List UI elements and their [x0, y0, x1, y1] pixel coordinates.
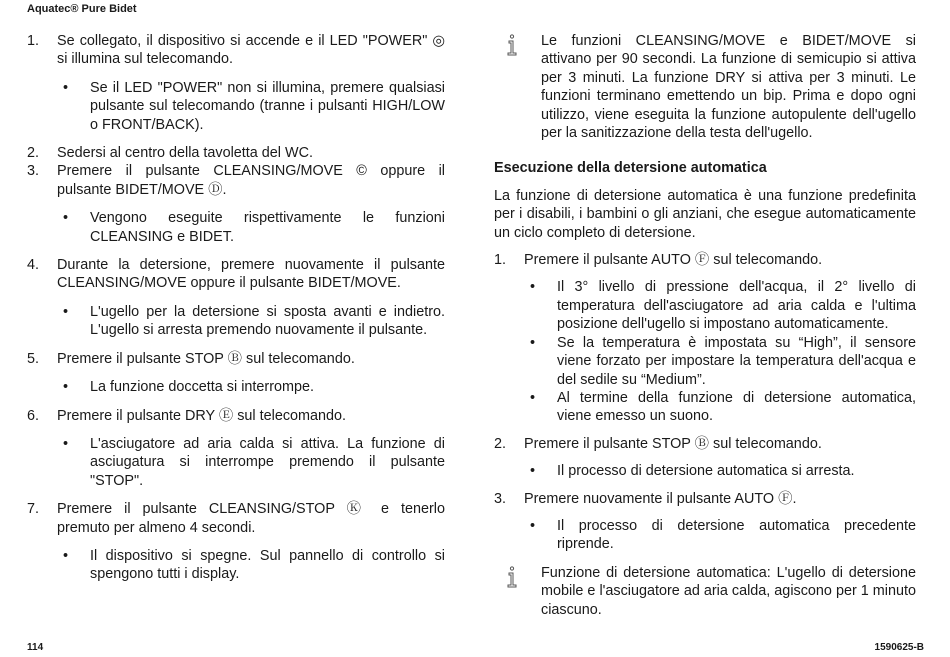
bullet-item: [27, 547, 445, 584]
auto-step-1: [494, 251, 916, 269]
step-text: Premere il pulsante STOP Ⓑ sul telecomando.: [524, 435, 822, 452]
right-column: [494, 32, 916, 619]
step-number: 1.: [27, 33, 40, 49]
step-number: 4.: [27, 257, 40, 274]
step-number: 2.: [494, 435, 507, 452]
step-3: [27, 162, 445, 199]
bullet-text: Il processo di detersione automatica si arresta.: [557, 463, 855, 480]
step-text: Premere nuovamente il pulsante AUTO Ⓕ.: [524, 490, 797, 507]
bullet-dot-icon: •: [530, 334, 536, 351]
step-number: 3.: [27, 163, 40, 180]
info-note-bottom: [494, 564, 916, 619]
step-text: Durante la detersione, premere nuovamente il pulsante CLEANSING/MOVE oppure il pulsante BIDET/MOVE.: [57, 257, 445, 292]
bullet-dot-icon: •: [530, 389, 536, 406]
step-number: 5.: [27, 350, 40, 367]
bullet-text: L'asciugatore ad aria calda si attiva. La funzione di asciugatura si interrompe premendo il pulsante "STOP".: [90, 435, 445, 489]
bullet-item: [494, 334, 916, 389]
left-column: [27, 32, 445, 584]
bullet-dot-icon: •: [530, 279, 536, 296]
bullet-dot-icon: •: [63, 547, 69, 564]
bullet-item: [494, 278, 916, 333]
bullet-dot-icon: •: [530, 517, 536, 534]
step-6: [27, 407, 445, 425]
bullet-text: L'ugello per la detersione si sposta avanti e indietro. L'ugello si arresta premendo nuovamente il pulsante.: [90, 303, 445, 339]
step-5: [27, 350, 445, 368]
step-number: 2.: [27, 145, 40, 162]
step-text: Premere il pulsante STOP Ⓑ sul telecomando.: [57, 350, 355, 367]
bullet-text: Il 3° livello di pressione dell'acqua, il 2° livello di temperatura dell'asciugatore ad aria calda e l'ultima posizione dell'ugello si impostano automaticamente.: [557, 279, 916, 333]
section-heading: Esecuzione della detersione automatica: [494, 160, 767, 177]
bullet-dot-icon: •: [63, 79, 69, 96]
bullet-dot-icon: •: [63, 210, 69, 227]
bullet-text: Se il LED "POWER" non si illumina, premere qualsiasi pulsante sul telecomando (tranne i pulsanti HIGH/LOW o FRONT/BACK).: [90, 79, 445, 133]
bullet-item: [494, 462, 916, 480]
step-number: 3.: [494, 490, 507, 507]
step-2: [27, 144, 445, 162]
note-text: Le funzioni CLEANSING/MOVE e BIDET/MOVE si attivano per 90 secondi. La funzione di semicupio si attiva per 3 minuti. La funzione DRY si attiva per 3 minuti. Le funzioni terminano emettendo un bip. Prima e dopo ogni utilizzo, viene eseguita la funzione autopulente dell'ugello per la sanitizzazione della testa dell'ugello.: [541, 33, 916, 142]
info-note-top: [494, 32, 916, 142]
bullet-item: [494, 389, 916, 426]
document-code: 1590625-B: [874, 642, 924, 653]
step-text: Premere il pulsante CLEANSING/STOP Ⓚ e tenerlo premuto per almeno 4 secondi.: [57, 501, 445, 536]
bullet-text: La funzione doccetta si interrompe.: [90, 379, 314, 396]
bullet-text: Al termine della funzione di detersione automatica, viene emesso un suono.: [557, 389, 916, 425]
bullet-item: [494, 517, 916, 554]
info-icon: [504, 34, 520, 56]
bullet-dot-icon: •: [63, 379, 69, 396]
page-number: 114: [27, 642, 44, 653]
bullet-dot-icon: •: [63, 303, 69, 320]
note-text: Funzione di detersione automatica: L'ugello di detersione mobile e l'asciugatore ad aria calda, agiscono per 1 minuto ciascuno.: [541, 564, 916, 618]
info-icon: [504, 566, 520, 588]
bullet-text: Vengono eseguite rispettivamente le funzioni CLEANSING e BIDET.: [90, 210, 445, 245]
step-text: Sedersi al centro della tavoletta del WC.: [57, 145, 313, 162]
bullet-item: [27, 79, 445, 134]
step-7: [27, 500, 445, 537]
bullet-item: [27, 435, 445, 490]
step-number: 1.: [494, 252, 507, 269]
bullet-item: [27, 209, 445, 246]
step-text: Premere il pulsante DRY Ⓔ sul telecomando.: [57, 407, 347, 424]
step-text: Se collegato, il dispositivo si accende e il LED "POWER" ◎ si illumina sul telecomando.: [57, 33, 445, 68]
bullet-dot-icon: •: [530, 463, 536, 480]
auto-step-2: [494, 435, 916, 453]
step-number: 6.: [27, 407, 40, 424]
document-header: Aquatec® Pure Bidet: [27, 3, 137, 15]
intro-paragraph: La funzione di detersione automatica è una funzione predefinita per i disabili, i bambini o gli anziani, che esegue automaticamente un ciclo completo di detersione.: [494, 187, 916, 241]
bullet-text: Se la temperatura è impostata su “High”, il sensore viene forzato per impostare la temperatura dell'acqua e del sedile su “Medium”.: [557, 334, 916, 388]
step-text: Premere il pulsante AUTO Ⓕ sul telecomando.: [524, 252, 823, 269]
bullet-text: Il dispositivo si spegne. Sul pannello di controllo si spengono tutti i display.: [90, 547, 445, 583]
step-text: Premere il pulsante CLEANSING/MOVE © oppure il pulsante BIDET/MOVE Ⓓ.: [57, 163, 445, 198]
bullet-dot-icon: •: [63, 435, 69, 452]
auto-step-3: [494, 490, 916, 508]
bullet-item: [27, 303, 445, 340]
step-number: 7.: [27, 501, 40, 518]
bullet-text: Il processo di detersione automatica precedente riprende.: [557, 517, 916, 553]
step-1: [27, 32, 445, 69]
bullet-item: [27, 378, 445, 396]
step-4: [27, 256, 445, 293]
